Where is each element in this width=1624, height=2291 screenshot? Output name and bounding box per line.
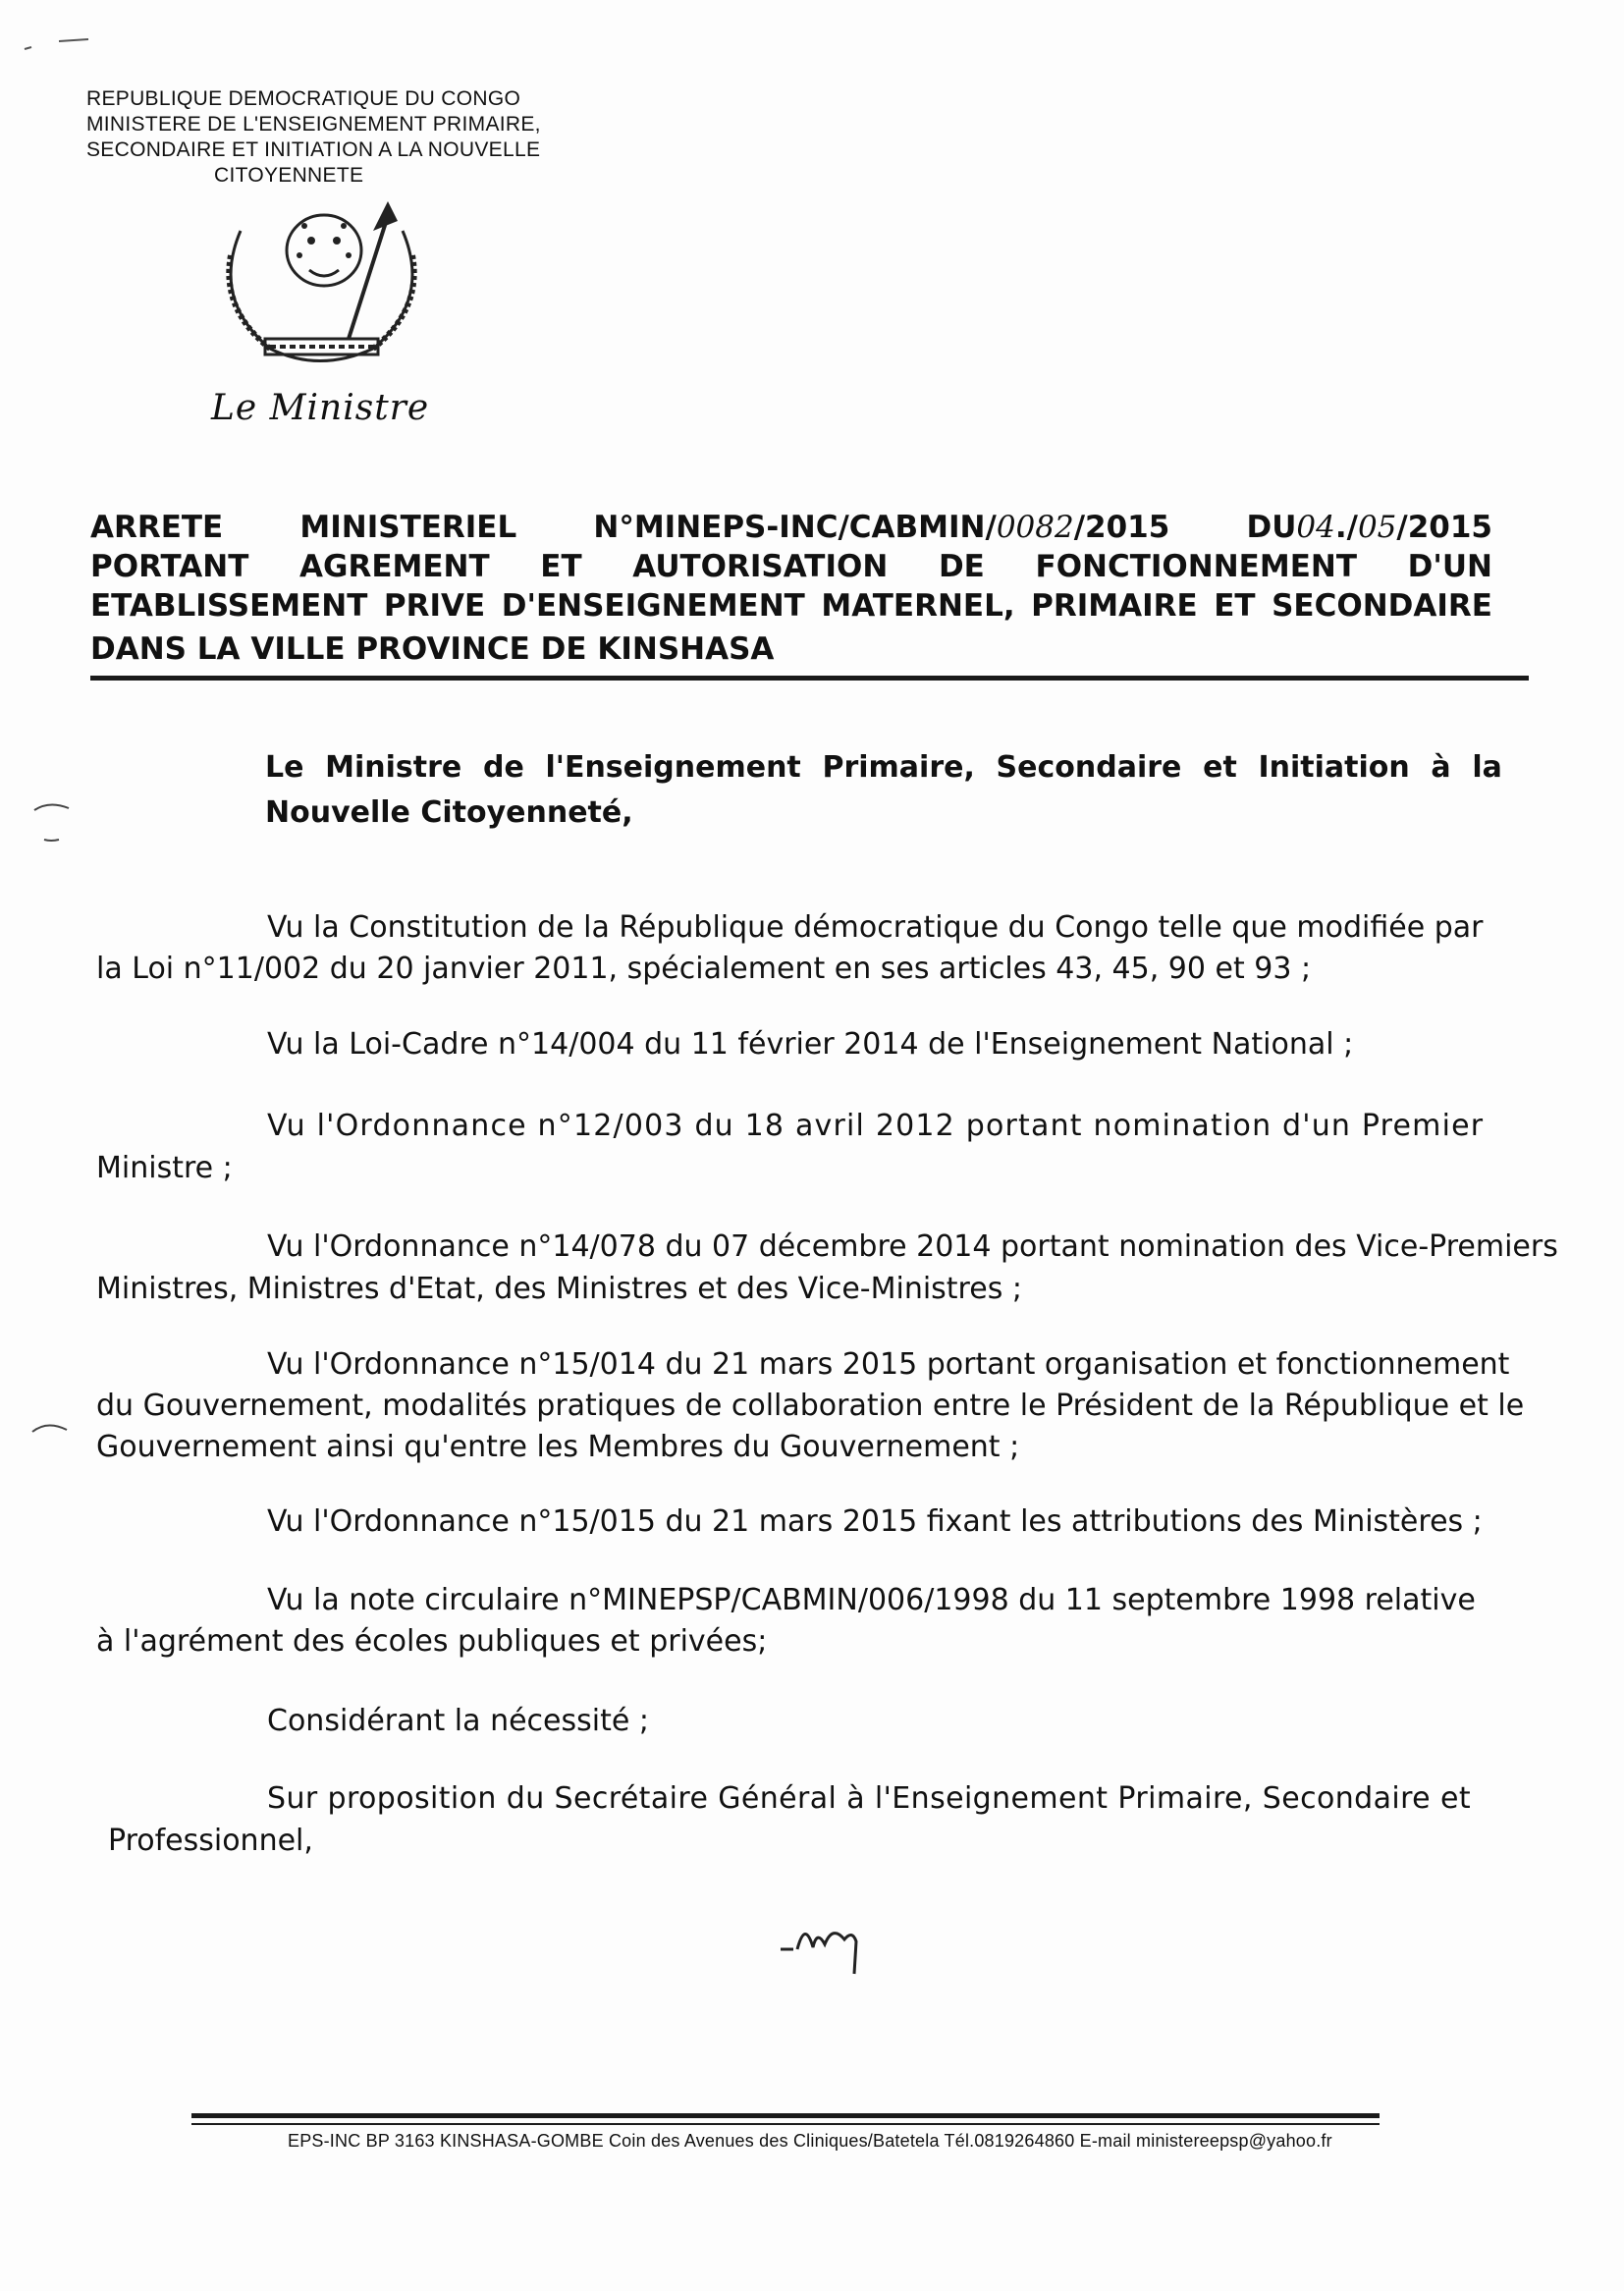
intro-word: Le [265, 750, 304, 785]
title-word: AGREMENT [299, 549, 490, 584]
recital-constitution-cont: la Loi n°11/002 du 20 janvier 2011, spécialement en ses articles 43, 45, 90 et 93 ; [96, 952, 1312, 986]
recital-loi-cadre: Vu la Loi-Cadre n°14/004 du 11 février 2014 de l'Enseignement National ; [267, 1027, 1354, 1062]
decree-number-year: /2015 [1073, 510, 1170, 545]
intro-line-2: Nouvelle Citoyenneté, [265, 795, 633, 830]
decree-title-line-4: DANS LA VILLE PROVINCE DE KINSHASA [90, 631, 775, 667]
title-word: ET [540, 549, 582, 584]
recital-ordonnance-15-014: Vu l'Ordonnance n°15/014 du 21 mars 2015 portant organisation et fonctionnement [267, 1347, 1510, 1382]
intro-word: Secondaire [996, 750, 1182, 785]
title-word: FONCTIONNEMENT [1035, 549, 1357, 584]
intro-word: Initiation [1258, 750, 1410, 785]
intro-word: de [482, 750, 524, 785]
decree-date-sep: . [1334, 510, 1347, 545]
decree-date-day: 04 [1296, 510, 1335, 545]
decree-number-prefix: N°MINEPS-INC/CABMIN/ [593, 510, 997, 545]
recital-ordonnance-14-078-cont: Ministres, Ministres d'Etat, des Ministres et des Vice-Ministres ; [96, 1272, 1022, 1306]
scan-mark-icon [29, 791, 79, 859]
title-word: ETABLISSEMENT [90, 588, 368, 624]
title-word: ET [1214, 588, 1256, 624]
recital-ordonnance-15-015: Vu l'Ordonnance n°15/015 du 21 mars 2015 fixant les attributions des Ministères ; [267, 1504, 1483, 1539]
title-word: PRIMAIRE [1031, 588, 1198, 624]
decree-number-handwritten: 0082 [996, 510, 1074, 545]
intro-word: Ministre [325, 750, 462, 785]
decree-date-year: /2015 [1396, 510, 1492, 545]
recital-ordonnance-14-078: Vu l'Ordonnance n°14/078 du 07 décembre 2014 portant nomination des Vice-Premiers [267, 1229, 1558, 1264]
title-word: AUTORISATION [632, 549, 889, 584]
footer-divider [191, 2113, 1380, 2118]
header-country: REPUBLIQUE DEMOCRATIQUE DU CONGO [86, 87, 521, 110]
title-word: MATERNEL, [821, 588, 1015, 624]
signatory-title: Le Ministre [211, 388, 430, 428]
recital-ordonnance-15-014-cont: du Gouvernement, modalités pratiques de collaboration entre le Président de la République et le [96, 1389, 1525, 1423]
title-word: D'ENSEIGNEMENT [501, 588, 805, 624]
header-ministry-end: CITOYENNETE [214, 164, 364, 187]
recital-ordonnance-12-003-cont: Ministre ; [96, 1151, 233, 1185]
scan-mark-icon [27, 1414, 77, 1444]
intro-word: l'Enseignement [545, 750, 801, 785]
title-word: SECONDAIRE [1272, 588, 1492, 624]
title-word: D'UN [1407, 549, 1492, 584]
decree-title-line-3 [90, 587, 1492, 625]
recital-note-circulaire-cont: à l'agrément des écoles publiques et privées; [96, 1624, 768, 1659]
recital-ordonnance-15-014-end: Gouvernement ainsi qu'entre les Membres du Gouvernement ; [96, 1430, 1020, 1464]
title-divider [90, 676, 1529, 681]
footer-divider-thin [191, 2123, 1380, 2125]
title-word: MINISTERIEL [299, 510, 517, 545]
recital-note-circulaire: Vu la note circulaire n°MINEPSP/CABMIN/006/1998 du 11 septembre 1998 relative [267, 1583, 1476, 1617]
header-ministry: MINISTERE DE L'ENSEIGNEMENT PRIMAIRE, [86, 113, 541, 136]
decree-date: DU04./05/2015 [1246, 510, 1492, 545]
title-word: PORTANT [90, 549, 249, 584]
title-word: DE [938, 549, 985, 584]
coat-of-arms-icon [201, 191, 442, 378]
intro-line-1 [265, 748, 1502, 788]
recital-necessite: Considérant la nécessité ; [267, 1704, 649, 1738]
title-word: ARRETE [90, 510, 224, 545]
intro-word: Primaire, [822, 750, 975, 785]
recital-ordonnance-12-003: Vu l'Ordonnance n°12/003 du 18 avril 2012 portant nomination d'un Premier [267, 1109, 1485, 1143]
decree-number [593, 509, 1169, 546]
intro-word: à [1431, 750, 1451, 785]
decree-title-line-2 [90, 548, 1492, 585]
title-word: PRIVE [383, 588, 486, 624]
recital-proposition-cont: Professionnel, [108, 1824, 313, 1858]
recital-proposition: Sur proposition du Secrétaire Général à l'Enseignement Primaire, Secondaire et [267, 1781, 1471, 1816]
intro-word: et [1203, 750, 1237, 785]
decree-date-month: 05 [1357, 510, 1397, 545]
header-ministry-cont: SECONDAIRE ET INITIATION A LA NOUVELLE [86, 138, 541, 161]
decree-title-line-1 [90, 509, 1492, 546]
intro-word: la [1472, 750, 1502, 785]
scan-mark-icon [20, 29, 98, 69]
decree-date-prefix: DU [1246, 510, 1297, 545]
recital-constitution: Vu la Constitution de la République démocratique du Congo telle que modifiée par [267, 910, 1484, 945]
footer-contact: EPS-INC BP 3163 KINSHASA-GOMBE Coin des Avenues des Cliniques/Batetela Tél.0819264860 E-mail ministereepsp@yahoo.fr [288, 2131, 1332, 2151]
initials-signature-icon [776, 1900, 893, 1979]
